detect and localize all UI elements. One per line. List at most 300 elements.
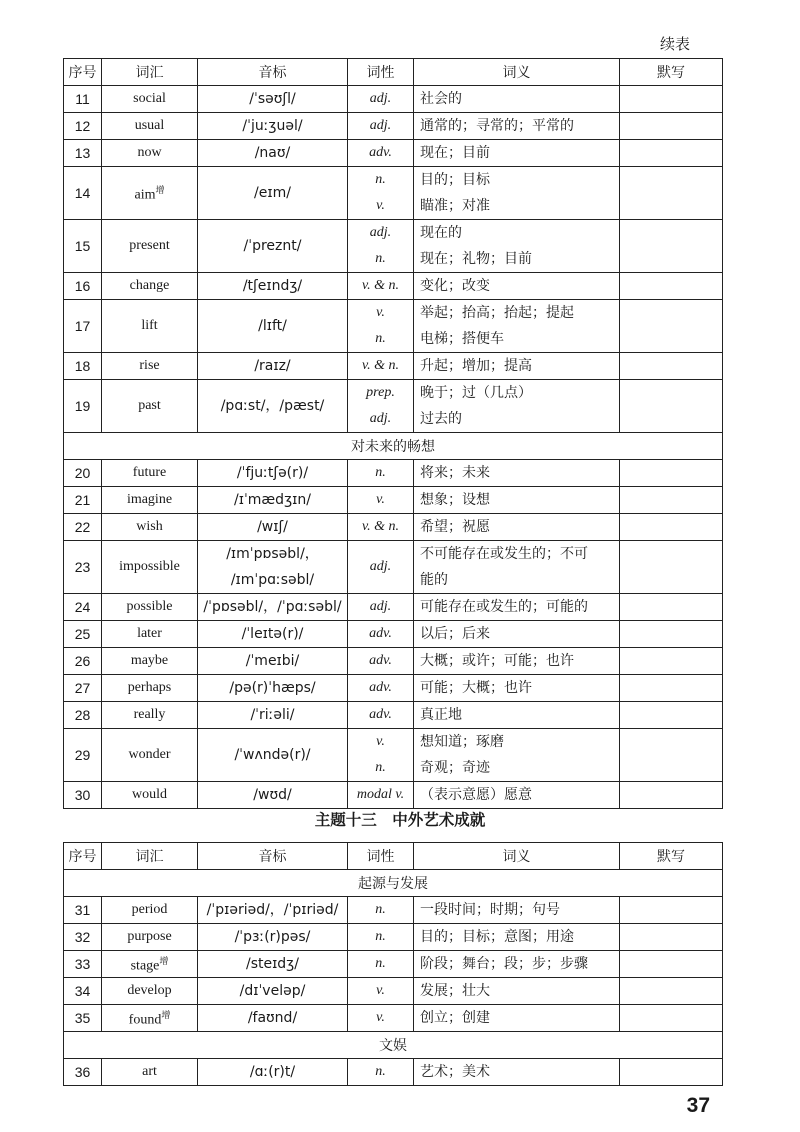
entry-word <box>102 594 198 621</box>
phonetic-line: /ˈpreznt/ <box>243 238 302 254</box>
entry-word <box>102 648 198 675</box>
meaning-cell <box>414 113 620 140</box>
entry-number: 15 <box>64 220 102 273</box>
phonetic-cell <box>198 621 348 648</box>
entry-word <box>102 978 198 1005</box>
word-text: future <box>132 465 167 480</box>
dictation-blank <box>620 648 723 675</box>
entry-word <box>102 167 198 220</box>
entry-word <box>102 380 198 433</box>
phonetic-cell <box>198 1059 348 1086</box>
part-of-speech-line: n. <box>375 956 386 971</box>
phonetic-line: /ˈsəʊʃl/ <box>249 91 296 107</box>
meaning-line: 目的；目标；意图；用途 <box>420 929 574 945</box>
phonetic-line: /ɪmˈpɑːsəbl/ <box>230 572 315 588</box>
phonetic-cell <box>198 675 348 702</box>
meaning-line: 变化；改变 <box>420 278 490 294</box>
table-header-row <box>64 59 723 86</box>
phonetic-cell <box>198 514 348 541</box>
entry-word <box>102 273 198 300</box>
dictation-blank <box>620 353 723 380</box>
meaning-line: 现在的 <box>420 225 462 241</box>
part-of-speech-cell <box>348 460 414 487</box>
meaning-cell <box>414 300 620 353</box>
phonetic-cell <box>198 541 348 594</box>
meaning-line: 发展；壮大 <box>420 983 490 999</box>
part-of-speech-line: n. <box>375 929 386 944</box>
table-row <box>64 86 723 113</box>
entry-number: 34 <box>64 978 102 1005</box>
entry-word <box>102 1005 198 1032</box>
dictation-blank <box>620 782 723 809</box>
word-text: stage <box>130 958 160 974</box>
dictation-blank <box>620 702 723 729</box>
dictation-blank <box>620 621 723 648</box>
header-part-of-speech: 词性 <box>348 59 414 86</box>
word-text: rise <box>139 358 160 373</box>
part-of-speech-line: n. <box>375 331 386 346</box>
table-row <box>64 897 723 924</box>
word-text: past <box>138 398 161 413</box>
part-of-speech-line: v. & n. <box>361 519 400 534</box>
meaning-cell <box>414 1059 620 1086</box>
part-of-speech-cell <box>348 782 414 809</box>
entry-number: 13 <box>64 140 102 167</box>
part-of-speech-cell <box>348 675 414 702</box>
dictation-blank <box>620 897 723 924</box>
word-text: now <box>137 145 162 160</box>
phonetic-line: /eɪm/ <box>254 185 291 201</box>
part-of-speech-line: adj. <box>369 91 392 106</box>
added-word-marker: 增 <box>155 185 165 196</box>
meaning-line: 晚于；过（几点） <box>420 385 532 401</box>
part-of-speech-line: v. <box>376 198 385 213</box>
phonetic-line: /ˈriːəli/ <box>250 707 295 723</box>
word-text: develop <box>127 983 172 998</box>
word-text: maybe <box>130 653 169 668</box>
meaning-cell <box>414 353 620 380</box>
meaning-line: 升起；增加；提高 <box>420 358 532 374</box>
entry-number: 12 <box>64 113 102 140</box>
part-of-speech-cell <box>348 951 414 978</box>
phonetic-cell <box>198 897 348 924</box>
table-row <box>64 648 723 675</box>
dictation-blank <box>620 978 723 1005</box>
table-row <box>64 514 723 541</box>
phonetic-cell <box>198 220 348 273</box>
part-of-speech-line: adj. <box>369 559 392 574</box>
part-of-speech-cell <box>348 113 414 140</box>
phonetic-cell <box>198 782 348 809</box>
word-text: purpose <box>127 929 172 944</box>
phonetic-cell <box>198 300 348 353</box>
phonetic-line: /steɪdʒ/ <box>245 956 299 972</box>
part-of-speech-cell <box>348 978 414 1005</box>
meaning-cell <box>414 487 620 514</box>
entry-number: 24 <box>64 594 102 621</box>
table-row <box>64 487 723 514</box>
entry-word <box>102 140 198 167</box>
table-row <box>64 621 723 648</box>
entry-number: 22 <box>64 514 102 541</box>
part-of-speech-line: adj. <box>369 411 392 426</box>
meaning-cell <box>414 675 620 702</box>
phonetic-line: /pɑːst/，/pæst/ <box>220 398 325 414</box>
meaning-line: 想象；设想 <box>420 492 490 508</box>
word-text: really <box>133 707 166 722</box>
theme-title: 主题十三 中外艺术成就 <box>314 811 486 829</box>
word-text: wish <box>136 519 163 534</box>
vocab-table-2 <box>63 842 723 1086</box>
part-of-speech-cell <box>348 541 414 594</box>
header-word: 词汇 <box>102 843 198 870</box>
phonetic-line: /ɪˈmædʒɪn/ <box>234 492 311 508</box>
meaning-line: 现在；礼物；目前 <box>420 251 532 267</box>
entry-word <box>102 220 198 273</box>
meaning-line: 一段时间；时期；句号 <box>420 902 560 918</box>
meaning-line: 创立；创建 <box>420 1010 490 1026</box>
meaning-line: 阶段；舞台；段；步；步骤 <box>420 956 588 972</box>
dictation-blank <box>620 675 723 702</box>
phonetic-line: /raɪz/ <box>254 358 291 374</box>
part-of-speech-cell <box>348 924 414 951</box>
meaning-cell <box>414 541 620 594</box>
table-row <box>64 541 723 594</box>
header-word: 词汇 <box>102 59 198 86</box>
meaning-line: 艺术；美术 <box>420 1064 490 1080</box>
part-of-speech-cell <box>348 1059 414 1086</box>
entry-number: 35 <box>64 1005 102 1032</box>
phonetic-cell <box>198 978 348 1005</box>
dictation-blank <box>620 273 723 300</box>
phonetic-line: /faʊnd/ <box>247 1010 298 1026</box>
dictation-blank <box>620 487 723 514</box>
dictation-blank <box>620 1059 723 1086</box>
meaning-cell <box>414 514 620 541</box>
header-meaning: 词义 <box>414 843 620 870</box>
phonetic-cell <box>198 353 348 380</box>
meaning-cell <box>414 140 620 167</box>
header-number: 序号 <box>64 59 102 86</box>
part-of-speech-cell <box>348 380 414 433</box>
meaning-line: 社会的 <box>420 91 462 107</box>
dictation-blank <box>620 924 723 951</box>
table-row <box>64 924 723 951</box>
phonetic-cell <box>198 167 348 220</box>
section-row <box>64 433 723 460</box>
part-of-speech-line: prep. <box>366 385 395 400</box>
section-title-future: 对未来的畅想 <box>64 433 723 460</box>
meaning-cell <box>414 924 620 951</box>
phonetic-line: /ˈpɒsəbl/，/ˈpɑːsəbl/ <box>203 599 342 615</box>
entry-number: 14 <box>64 167 102 220</box>
phonetic-line: /ɪmˈpɒsəbl/， <box>226 546 319 562</box>
phonetic-line: /ˈmeɪbi/ <box>245 653 300 669</box>
added-word-marker: 增 <box>161 1010 171 1021</box>
phonetic-line: /ˈpɪəriəd/，/ˈpɪriəd/ <box>206 902 339 918</box>
entry-number: 36 <box>64 1059 102 1086</box>
meaning-line: 目的；目标 <box>420 172 490 188</box>
phonetic-line: /ɑː(r)t/ <box>249 1064 296 1080</box>
meaning-line: 通常的；寻常的；平常的 <box>420 118 574 134</box>
entry-word <box>102 487 198 514</box>
table-row <box>64 140 723 167</box>
meaning-line: 想知道；琢磨 <box>420 734 504 750</box>
word-text: aim <box>134 187 156 203</box>
meaning-cell <box>414 460 620 487</box>
section-title-entertainment: 文娱 <box>64 1032 723 1059</box>
phonetic-cell <box>198 594 348 621</box>
section-row <box>64 870 723 897</box>
phonetic-cell <box>198 380 348 433</box>
phonetic-line: /ˈpɜː(r)pəs/ <box>234 929 311 945</box>
entry-number: 25 <box>64 621 102 648</box>
entry-word <box>102 621 198 648</box>
entry-number: 30 <box>64 782 102 809</box>
meaning-cell <box>414 702 620 729</box>
dictation-blank <box>620 167 723 220</box>
entry-word <box>102 86 198 113</box>
part-of-speech-line: v. & n. <box>361 358 400 373</box>
part-of-speech-cell <box>348 220 414 273</box>
phonetic-cell <box>198 648 348 675</box>
word-text: present <box>129 238 170 253</box>
table-row <box>64 220 723 273</box>
dictation-blank <box>620 514 723 541</box>
entry-number: 16 <box>64 273 102 300</box>
dictation-blank <box>620 220 723 273</box>
part-of-speech-cell <box>348 648 414 675</box>
part-of-speech-cell <box>348 487 414 514</box>
header-number: 序号 <box>64 843 102 870</box>
vocab-table-1 <box>63 58 723 809</box>
part-of-speech-line: adj. <box>369 599 392 614</box>
phonetic-line: /tʃeɪndʒ/ <box>242 278 303 294</box>
part-of-speech-line: v. <box>376 305 385 320</box>
part-of-speech-cell <box>348 353 414 380</box>
phonetic-cell <box>198 1005 348 1032</box>
word-text: perhaps <box>127 680 172 695</box>
meaning-cell <box>414 380 620 433</box>
part-of-speech-line: modal v. <box>356 787 405 802</box>
table-row <box>64 1005 723 1032</box>
word-text: period <box>131 902 168 917</box>
added-word-marker: 增 <box>159 956 169 967</box>
part-of-speech-cell <box>348 594 414 621</box>
entry-word <box>102 541 198 594</box>
meaning-cell <box>414 978 620 1005</box>
word-text: impossible <box>119 559 180 574</box>
table-row <box>64 113 723 140</box>
header-part-of-speech: 词性 <box>348 843 414 870</box>
part-of-speech-line: adj. <box>369 118 392 133</box>
phonetic-line: /pə(r)ˈhæps/ <box>229 680 316 696</box>
meaning-line: 可能；大概；也许 <box>420 680 532 696</box>
meaning-line: 奇观；奇迹 <box>420 760 490 776</box>
table-row <box>64 300 723 353</box>
table-row <box>64 353 723 380</box>
phonetic-line: /wɪʃ/ <box>257 519 288 535</box>
entry-word <box>102 514 198 541</box>
dictation-blank <box>620 380 723 433</box>
meaning-cell <box>414 897 620 924</box>
table-row <box>64 675 723 702</box>
table-row <box>64 782 723 809</box>
entry-word <box>102 897 198 924</box>
dictation-blank <box>620 113 723 140</box>
meaning-cell <box>414 951 620 978</box>
part-of-speech-line: v. <box>376 492 385 507</box>
part-of-speech-line: n. <box>375 760 386 775</box>
part-of-speech-line: n. <box>375 1064 386 1079</box>
header-dictation: 默写 <box>620 843 723 870</box>
page-number: 37 <box>686 1094 710 1117</box>
entry-number: 31 <box>64 897 102 924</box>
meaning-cell <box>414 648 620 675</box>
table-row <box>64 1059 723 1086</box>
part-of-speech-cell <box>348 273 414 300</box>
entry-number: 26 <box>64 648 102 675</box>
table-row <box>64 951 723 978</box>
table-row <box>64 167 723 220</box>
entry-word <box>102 1059 198 1086</box>
table-row <box>64 594 723 621</box>
meaning-line: 将来；未来 <box>420 465 490 481</box>
entry-word <box>102 951 198 978</box>
meaning-cell <box>414 729 620 782</box>
meaning-line: 以后；后来 <box>420 626 490 642</box>
part-of-speech-line: v. & n. <box>361 278 400 293</box>
phonetic-line: /ˈjuːʒuəl/ <box>242 118 303 134</box>
entry-number: 21 <box>64 487 102 514</box>
phonetic-line: /ˈfjuːtʃə(r)/ <box>236 465 309 481</box>
header-phonetic: 音标 <box>198 843 348 870</box>
part-of-speech-line: adv. <box>369 707 392 722</box>
word-text: wonder <box>128 747 171 762</box>
meaning-cell <box>414 273 620 300</box>
entry-number: 17 <box>64 300 102 353</box>
meaning-line: 现在；目前 <box>420 145 490 161</box>
phonetic-cell <box>198 487 348 514</box>
meaning-cell <box>414 167 620 220</box>
meaning-line: 过去的 <box>420 411 462 427</box>
continued-label: 续表 <box>659 35 690 53</box>
meaning-line: 举起；抬高；抬起；提起 <box>420 305 574 321</box>
entry-word <box>102 353 198 380</box>
meaning-line: 可能存在或发生的；可能的 <box>420 599 588 615</box>
meaning-line: 大概；或许；可能；也许 <box>420 653 574 669</box>
meaning-line: 真正地 <box>420 707 462 723</box>
part-of-speech-line: adv. <box>369 653 392 668</box>
part-of-speech-line: adj. <box>369 225 392 240</box>
meaning-cell <box>414 782 620 809</box>
meaning-line: 能的 <box>420 572 448 588</box>
dictation-blank <box>620 460 723 487</box>
table-row <box>64 460 723 487</box>
phonetic-cell <box>198 273 348 300</box>
phonetic-cell <box>198 460 348 487</box>
part-of-speech-line: v. <box>376 734 385 749</box>
dictation-blank <box>620 951 723 978</box>
word-text: would <box>132 787 167 802</box>
dictation-blank <box>620 541 723 594</box>
entry-number: 27 <box>64 675 102 702</box>
dictation-blank <box>620 594 723 621</box>
table-row <box>64 702 723 729</box>
part-of-speech-cell <box>348 514 414 541</box>
part-of-speech-line: n. <box>375 465 386 480</box>
dictation-blank <box>620 1005 723 1032</box>
meaning-line: 不可能存在或发生的；不可 <box>420 546 588 562</box>
dictation-blank <box>620 300 723 353</box>
entry-number: 33 <box>64 951 102 978</box>
phonetic-cell <box>198 729 348 782</box>
phonetic-cell <box>198 951 348 978</box>
word-text: found <box>128 1012 162 1028</box>
part-of-speech-cell <box>348 729 414 782</box>
meaning-cell <box>414 621 620 648</box>
dictation-blank <box>620 729 723 782</box>
table-row <box>64 273 723 300</box>
entry-word <box>102 924 198 951</box>
part-of-speech-line: v. <box>376 983 385 998</box>
meaning-line: 电梯；搭便车 <box>420 331 504 347</box>
entry-number: 23 <box>64 541 102 594</box>
part-of-speech-cell <box>348 167 414 220</box>
phonetic-line: /ˈwʌndə(r)/ <box>234 747 311 763</box>
entry-number: 11 <box>64 86 102 113</box>
entry-number: 29 <box>64 729 102 782</box>
table-row <box>64 380 723 433</box>
part-of-speech-cell <box>348 702 414 729</box>
part-of-speech-line: adv. <box>369 145 392 160</box>
part-of-speech-line: n. <box>375 251 386 266</box>
entry-number: 20 <box>64 460 102 487</box>
meaning-cell <box>414 594 620 621</box>
phonetic-cell <box>198 702 348 729</box>
word-text: lift <box>141 318 158 333</box>
entry-word <box>102 702 198 729</box>
part-of-speech-line: n. <box>375 902 386 917</box>
phonetic-line: /wʊd/ <box>253 787 292 803</box>
part-of-speech-cell <box>348 897 414 924</box>
word-text: change <box>129 278 170 293</box>
entry-word <box>102 113 198 140</box>
entry-number: 19 <box>64 380 102 433</box>
phonetic-line: /naʊ/ <box>254 145 291 161</box>
header-dictation: 默写 <box>620 59 723 86</box>
part-of-speech-line: v. <box>376 1010 385 1025</box>
phonetic-cell <box>198 140 348 167</box>
entry-word <box>102 460 198 487</box>
table-header-row <box>64 843 723 870</box>
dictation-blank <box>620 140 723 167</box>
part-of-speech-cell <box>348 300 414 353</box>
entry-word <box>102 300 198 353</box>
entry-number: 32 <box>64 924 102 951</box>
meaning-cell <box>414 220 620 273</box>
phonetic-line: /ˈleɪtə(r)/ <box>241 626 304 642</box>
meaning-line: 希望；祝愿 <box>420 519 490 535</box>
phonetic-cell <box>198 924 348 951</box>
dictation-blank <box>620 86 723 113</box>
header-meaning: 词义 <box>414 59 620 86</box>
table-row <box>64 729 723 782</box>
word-text: art <box>142 1064 157 1079</box>
section-title-origin: 起源与发展 <box>64 870 723 897</box>
phonetic-cell <box>198 113 348 140</box>
meaning-cell <box>414 86 620 113</box>
